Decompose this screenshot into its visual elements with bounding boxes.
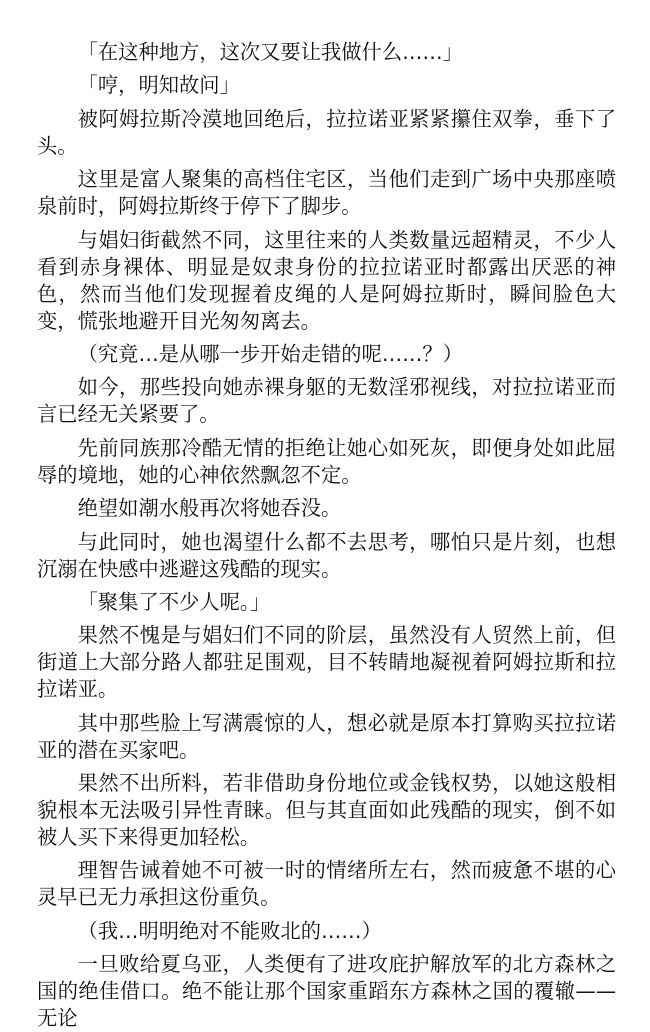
paragraph-3: 被阿姆拉斯冷漠地回绝后，拉拉诺亚紧紧攥住双拳，垂下了头。 [37,106,616,158]
paragraph-13: 其中那些脸上写满震惊的人，想必就是原本打算购买拉拉诺亚的潜在买家吧。 [37,710,616,762]
paragraph-12: 果然不愧是与娼妇们不同的阶层，虽然没有人贸然上前，但街道上大部分路人都驻足围观，目不转睛地凝视着阿姆拉斯和拉拉诺亚。 [37,623,616,702]
paragraph-14: 果然不出所料，若非借助身份地位或金钱权势，以她这般相貌根本无法吸引异性青睐。但与其直面如此残酷的现实，倒不如被人买下来得更加轻松。 [37,771,616,850]
paragraph-1: 「在这种地方，这次又要让我做什么……」 [77,40,463,64]
paragraph-5: 与娼妇街截然不同，这里往来的人类数量远超精灵，不少人看到赤身裸体、明显是奴隶身份的拉拉诺亚时都露出厌恶的神色，然而当他们发现握着皮绳的人是阿姆拉斯时，瞬间脸色大变，慌张地避开目光匆匆离去。 [37,227,616,333]
paragraph-9: 绝望如潮水般再次将她吞没。 [77,496,342,521]
paragraph-4: 这里是富人聚集的高档住宅区，当他们走到广场中央那座喷泉前时，阿姆拉斯终于停下了脚步。 [37,167,616,219]
paragraph-16: （我…明明绝对不能败北的……） [77,918,382,943]
paragraph-17: 一旦败给夏乌亚，人类便有了进攻庇护解放军的北方森林之国的绝佳借口。绝不能让那个国家重蹈东方森林之国的覆辙——无论 [37,952,616,1031]
paragraph-15: 理智告诫着她不可被一时的情绪所左右，然而疲惫不堪的心灵早已无力承担这份重负。 [37,858,616,910]
paragraph-11: 「聚集了不少人呢。」 [77,589,271,614]
paragraph-10: 与此同时，她也渴望什么都不去思考，哪怕只是片刻，也想沉溺在快感中逃避这残酷的现实。 [37,529,616,581]
paragraph-7: 如今，那些投向她赤裸身躯的无数淫邪视线，对拉拉诺亚而言已经无关紧要了。 [37,375,616,427]
paragraph-2: 「哼，明知故问」 [77,73,240,98]
paragraph-6: （究竟…是从哪一步开始走错的呢……？） [77,341,463,366]
paragraph-8: 先前同族那冷酷无情的拒绝让她心如死灰，即便身处如此屈辱的境地，她的心神依然飘忽不定。 [37,435,616,487]
